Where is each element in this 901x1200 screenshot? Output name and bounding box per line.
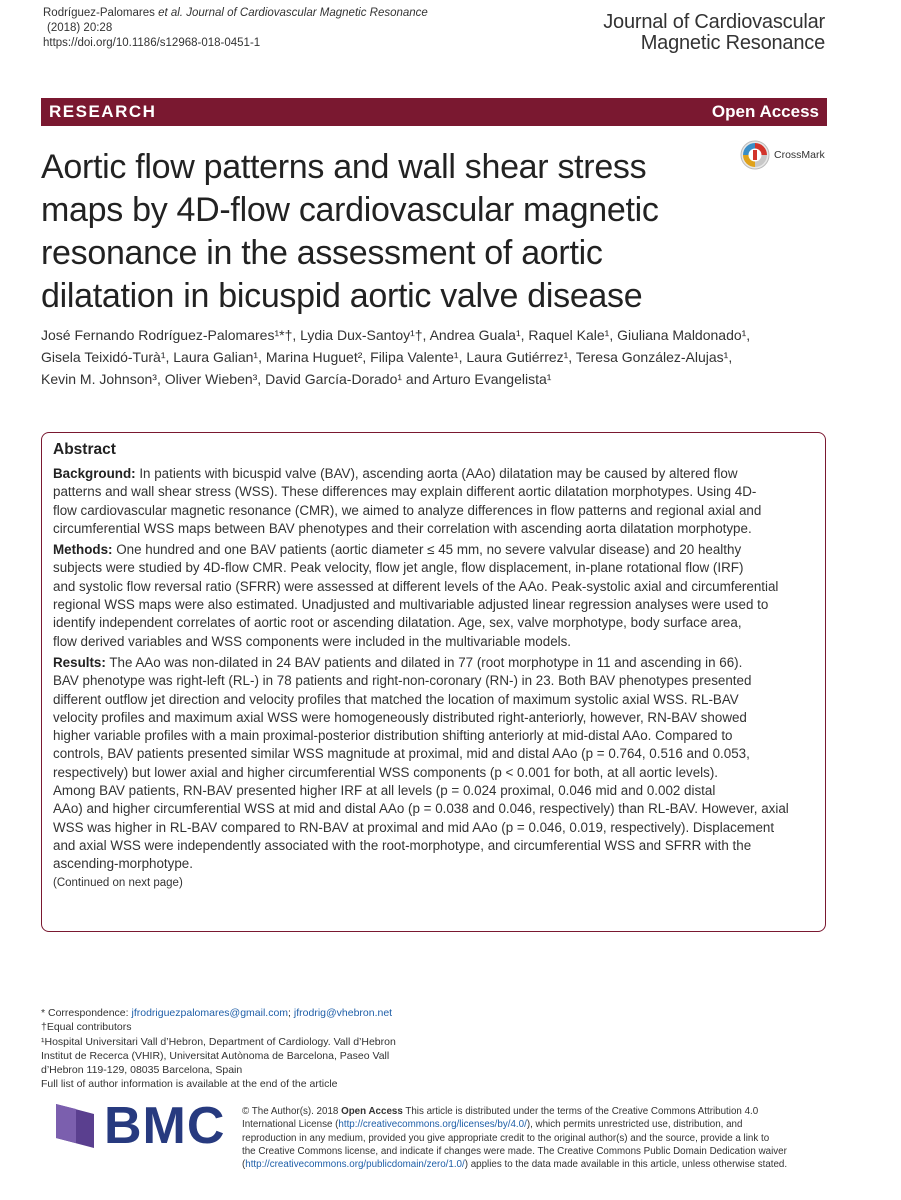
cc-by-link[interactable]: http://creativecommons.org/licenses/by/4.0/ [338, 1119, 527, 1131]
affiliation-line: ¹Hospital Universitari Vall d’Hebron, Department of Cardiology. Vall d’Hebron [41, 1035, 396, 1048]
doi-link[interactable]: https://doi.org/10.1186/s12968-018-0451-1 [43, 37, 261, 49]
email-separator: ; [288, 1007, 294, 1019]
abstract-heading: Abstract [53, 441, 116, 458]
title-line: Aortic flow patterns and wall shear stress [41, 148, 647, 186]
open-access-label: Open Access [711, 102, 819, 121]
results-label: Results: [53, 654, 106, 670]
methods-text: One hundred and one BAV patients (aortic diameter ≤ 45 mm, no severe valvular disease) and 20 healthy [112, 542, 742, 558]
equal-contributors-note: †Equal contributors [41, 1021, 132, 1034]
citation-authors: Rodríguez-Palomares [43, 7, 159, 19]
methods-line: identify independent correlates of aortic root or ascending dilatation. Age, sex, valve morphotype, body surface area, [53, 615, 742, 631]
results-line: BAV phenotype was right-left (RL-) in 78 patients and right-non-coronary (RN-) in 23. Both BAV phenotypes presented [53, 673, 752, 689]
section-banner [41, 98, 827, 126]
license-text: International License ( [242, 1119, 339, 1131]
results-line: ascending-morphotype. [53, 856, 193, 872]
correspondence-prefix: * Correspondence: [41, 1007, 132, 1019]
results-paragraph [53, 654, 814, 874]
results-line: higher variable profiles with a main proximal-posterior distribution shifting anteriorly at mid-distal AAo. Compared to [53, 728, 733, 744]
citation-block [43, 6, 428, 51]
citation-line-1 [43, 6, 428, 21]
background-line: flow cardiovascular magnetic resonance (CMR), we aimed to analyze differences in flow patterns and regional axial and [53, 502, 762, 518]
journal-name [603, 12, 825, 54]
open-access-bold: Open Access [341, 1106, 403, 1117]
license-text: ) applies to the data made available in this article, unless otherwise stated. [464, 1159, 788, 1171]
footnotes [41, 1006, 396, 1092]
journal-name-line-2: Magnetic Resonance [640, 32, 825, 54]
bmc-logo [56, 1097, 226, 1155]
results-line: Among BAV patients, RN-BAV presented higher IRF at all levels (p = 0.024 proximal, 0.046 mid and 0.002 distal [53, 783, 716, 799]
title-line: dilatation in bicuspid aortic valve disease [41, 277, 643, 315]
license-line [242, 1158, 812, 1171]
methods-line: flow derived variables and WSS components were included in the multivariable models. [53, 633, 572, 649]
crossmark-icon [740, 140, 770, 170]
results-line: respectively) but lower axial and higher circumferential WSS components (p < 0.001 for both, at all aortic levels). [53, 764, 719, 780]
full-list-note: Full list of author information is available at the end of the article [41, 1078, 338, 1091]
methods-line [53, 541, 814, 559]
background-line: circumferential WSS maps between BAV phenotypes and their correlation with ascending aorta dilatation morphotype. [53, 520, 752, 536]
bmc-logo-icon [56, 1104, 94, 1148]
cc-zero-link[interactable]: http://creativecommons.org/publicdomain/zero/1.0/ [245, 1159, 465, 1171]
results-line: AAo) and higher circumferential WSS at mid and distal AAo (p = 0.038 and 0.046, respectively) than RL-BAV. However, axial [53, 801, 789, 817]
section-label: RESEARCH [49, 102, 157, 121]
citation-etal: et al. [158, 7, 183, 19]
license-block [242, 1105, 812, 1171]
license-line [242, 1105, 812, 1118]
results-line: different outflow jet direction and velocity profiles that matched the location of maximum systolic axial WSS. RL-BAV [53, 691, 739, 707]
article-title [41, 146, 721, 318]
bmc-logo-text: BMC [104, 1097, 226, 1155]
methods-paragraph [53, 541, 814, 651]
journal-name-line-1: Journal of Cardiovascular [603, 11, 825, 33]
email-link-2[interactable]: jfrodrig@vhebron.net [293, 1007, 393, 1019]
results-text: The AAo was non-dilated in 24 BAV patients and dilated in 77 (root morphotype in 11 and ascending in 66). [105, 654, 743, 670]
affiliation-line: d’Hebron 119-129, 08035 Barcelona, Spain [41, 1064, 243, 1077]
author-line: Gisela Teixidó-Turà¹, Laura Galian¹, Marina Huguet², Filipa Valente¹, Laura Gutiérrez¹, Teresa González-Alujas¹, [41, 349, 733, 365]
results-line: and axial WSS were independently associated with the root-morphotype, and circumferential WSS and SFRR with the [53, 837, 752, 853]
license-text: ( [242, 1159, 246, 1171]
title-line: resonance in the assessment of aortic [41, 234, 603, 272]
license-line [242, 1118, 812, 1131]
crossmark-label: CrossMark [774, 149, 825, 161]
results-line [53, 654, 814, 672]
results-line: velocity profiles and maximum axial WSS were homogeneously distributed right-anteriorly, however, RN-BAV showed [53, 709, 747, 725]
abstract-box [41, 432, 826, 932]
background-paragraph [53, 465, 814, 538]
results-line: controls, BAV patients presented similar WSS magnitude at proximal, mid and distal AAo (p = 0.764, 0.516 and 0.053, [53, 746, 750, 762]
author-line: Kevin M. Johnson³, Oliver Wieben³, David García-Dorado¹ and Arturo Evangelista¹ [41, 371, 552, 387]
methods-line: and systolic flow reversal ratio (SFRR) were assessed at different levels of the AAo. Peak-systolic axial and circumferential [53, 578, 779, 594]
license-text: ), which permits unrestricted use, distribution, and [526, 1119, 743, 1131]
license-text: This article is distributed under the terms of the Creative Commons Attribution 4.0 [402, 1106, 759, 1117]
methods-line: subjects were studied by 4D-flow CMR. Peak velocity, flow jet angle, flow displacement, in-plane rotational flow (IRF) [53, 560, 744, 576]
author-list [41, 324, 831, 390]
methods-label: Methods: [53, 542, 113, 558]
license-line: the Creative Commons license, and indicate if changes were made. The Creative Commons Public Domain Dedication waiver [242, 1145, 787, 1157]
background-line [53, 465, 814, 483]
copyright-text: © The Author(s). 2018 [242, 1106, 342, 1117]
background-line: patterns and wall shear stress (WSS). These differences may explain different aortic dilatation morphotypes. Using 4D- [53, 484, 757, 500]
background-label: Background: [53, 466, 136, 481]
methods-line: regional WSS maps were also estimated. Unadjusted and multivariable adjusted linear regression analyses were used to [53, 597, 769, 613]
license-line: reproduction in any medium, provided you give appropriate credit to the original author(s) and the source, provide a link to [242, 1132, 770, 1144]
email-link-1[interactable]: jfrodriguezpalomares@gmail.com [131, 1007, 289, 1019]
continued-note: (Continued on next page) [53, 876, 183, 889]
results-line: WSS was higher in RL-BAV compared to RN-BAV at proximal and mid AAo (p = 0.046, 0.019, respectively). Displacement [53, 819, 775, 835]
citation-journal: Journal of Cardiovascular Magnetic Resonance [183, 7, 428, 19]
crossmark-badge[interactable] [740, 140, 825, 170]
background-text: In patients with bicuspid valve (BAV), ascending aorta (AAo) dilatation may be caused by altered flow [135, 466, 738, 481]
citation-line-2: (2018) 20:28 [47, 22, 113, 34]
affiliation-line: Institut de Recerca (VHIR), Universitat Autònoma de Barcelona, Paseo Vall [41, 1049, 390, 1062]
title-line: maps by 4D-flow cardiovascular magnetic [41, 191, 659, 229]
author-line: José Fernando Rodríguez-Palomares¹*†, Lydia Dux-Santoy¹†, Andrea Guala¹, Raquel Kale¹, Giuliana Maldonado¹, [41, 327, 751, 343]
correspondence-line [41, 1006, 396, 1020]
